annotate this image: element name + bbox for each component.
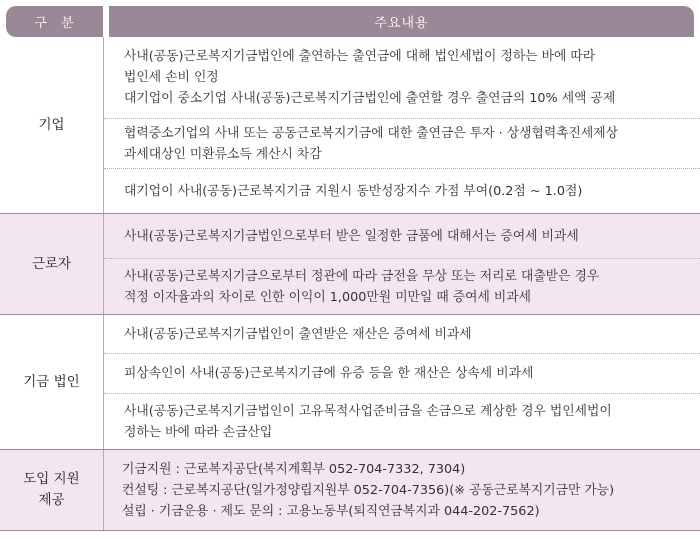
table-row bbox=[104, 315, 700, 353]
section-company bbox=[0, 37, 700, 214]
section-worker bbox=[0, 214, 700, 315]
table-row bbox=[104, 353, 700, 393]
header-category-label: 구 분 bbox=[34, 16, 75, 31]
row-text: 대기업이 사내(공동)근로복지기금 지원시 동반성장지수 가점 부여(0.2점 ~ 1.0점) bbox=[124, 183, 583, 199]
row-text: 사내(공동)근로복지기금법인으로부터 받은 일정한 금품에 대해서는 증여세 비과세 bbox=[124, 228, 579, 244]
section-label: 기금 법인 bbox=[0, 315, 104, 449]
section-label: 기업 bbox=[0, 37, 104, 213]
table-row bbox=[104, 393, 700, 449]
table-row bbox=[104, 258, 700, 314]
section-support bbox=[0, 450, 700, 531]
section-label: 도입 지원 제공 bbox=[0, 450, 104, 530]
header-content bbox=[109, 6, 694, 37]
row-text: 협력중소기업의 사내 또는 공동근로복지기금에 대한 출연금은 투자 · 상생협력촉진세제상 과세대상인 미환류소득 계산시 차감 bbox=[124, 125, 618, 162]
table-row bbox=[104, 168, 700, 213]
row-text: 사내(공동)근로복지기금법인이 출연받은 재산은 증여세 비과세 bbox=[124, 326, 472, 342]
row-text: 사내(공동)근로복지기금법인에 출연하는 출연금에 대해 법인세법이 정하는 바에 따라 법인세 손비 인정 대기업이 중소기업 사내(공동)근로복지기금법인에 출연할 경우 출연금의 10% 세액 공제 bbox=[124, 49, 616, 106]
table-row bbox=[104, 450, 700, 530]
table-row bbox=[104, 37, 700, 118]
section-fund-corp bbox=[0, 315, 700, 450]
table-row bbox=[104, 118, 700, 168]
header-category bbox=[6, 6, 103, 37]
row-text: 사내(공동)근로복지기금으로부터 정관에 따라 금전을 무상 또는 저리로 대출받은 경우 적정 이자율과의 차이로 인한 이익이 1,000만원 미만일 때 증여세 비과세 bbox=[124, 268, 600, 305]
header-content-label: 주요내용 bbox=[374, 16, 429, 31]
section-label: 근로자 bbox=[0, 214, 104, 314]
row-text: 사내(공동)근로복지기금법인이 고유목적사업준비금을 손금으로 계상한 경우 법인세법이 정하는 바에 따라 손금산입 bbox=[124, 403, 612, 440]
row-text: 기금지원 : 근로복지공단(복지계획부 052-704-7332, 7304) 컨설팅 : 근로복지공단(일가정양립지원부 052-704-7356)(※ 공동근로복지기금만 가능) 설립 · 기금운용 · 제도 문의 : 고용노동부(퇴직연금복지과 044-202-7562) bbox=[122, 461, 615, 519]
row-text: 피상속인이 사내(공동)근로복지기금에 유증 등을 한 재산은 상속세 비과세 bbox=[124, 366, 534, 381]
table-row bbox=[104, 214, 700, 258]
